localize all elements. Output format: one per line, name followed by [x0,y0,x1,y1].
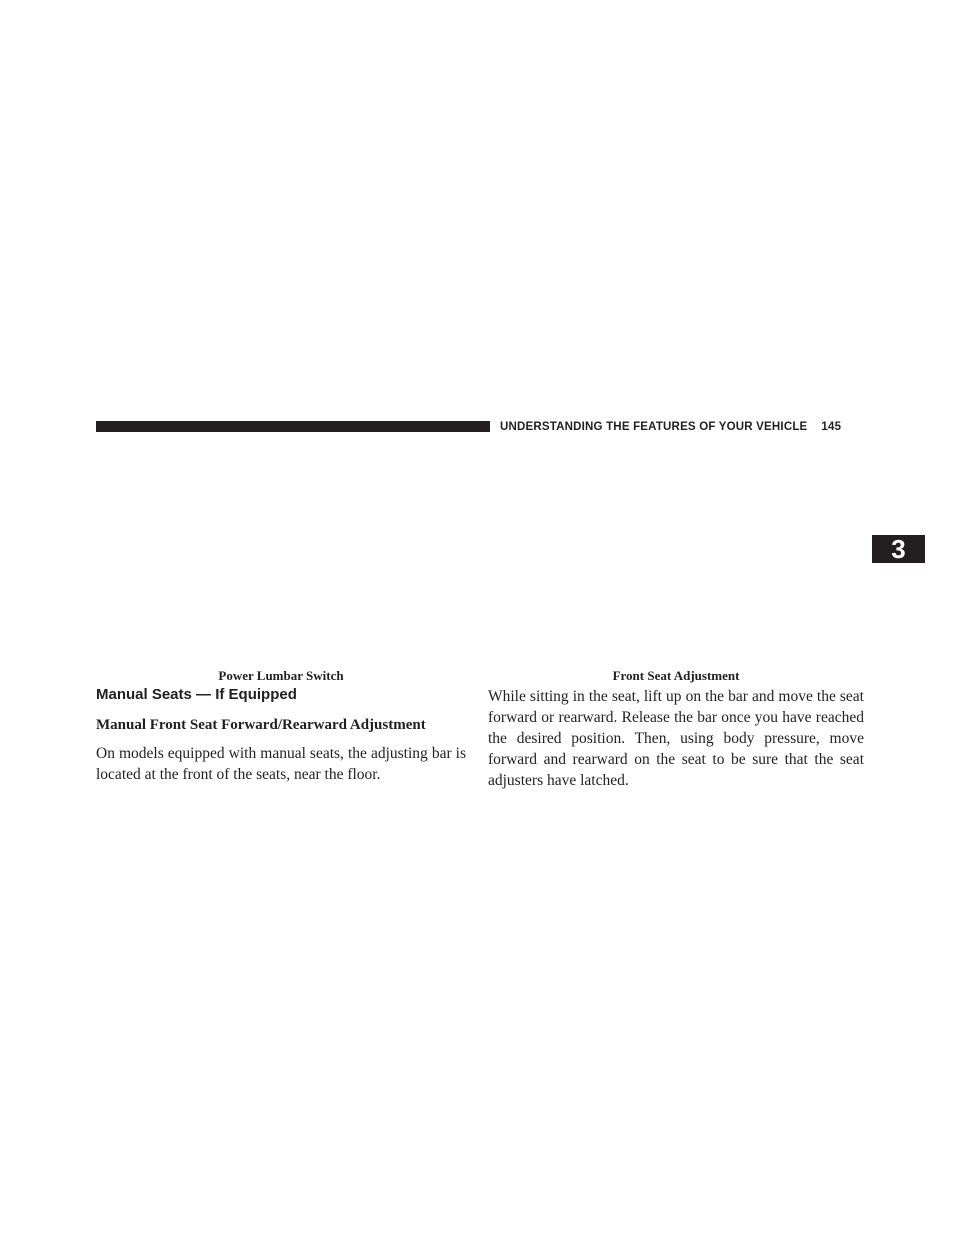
left-column [96,686,466,785]
figure-caption-front-seat-adjustment: Front Seat Adjustment [612,668,740,683]
section-title: UNDERSTANDING THE FEATURES OF YOUR VEHICLE [500,421,808,433]
sub-heading: Manual Front Seat Forward/Rearward Adjustment [96,717,426,733]
running-header [500,419,841,435]
section-heading: Manual Seats — If Equipped [96,686,297,703]
chapter-tab [872,535,925,563]
header-rule-bar [96,421,490,432]
page-number: 145 [821,421,842,433]
right-paragraph: While sitting in the seat, lift up on the bar and move the seat forward or rearward. Release the bar once you have reached the desired position. Then, using body pressure, move forward and rearward on the seat to be sure that the seat adjusters have latched. [488,688,864,789]
left-paragraph: On models equipped with manual seats, the adjusting bar is located at the front of the seats, near the floor. [96,745,466,783]
figure-caption-power-lumbar-switch: Power Lumbar Switch [218,668,344,683]
right-column [488,686,864,791]
chapter-number: 3 [891,534,906,564]
